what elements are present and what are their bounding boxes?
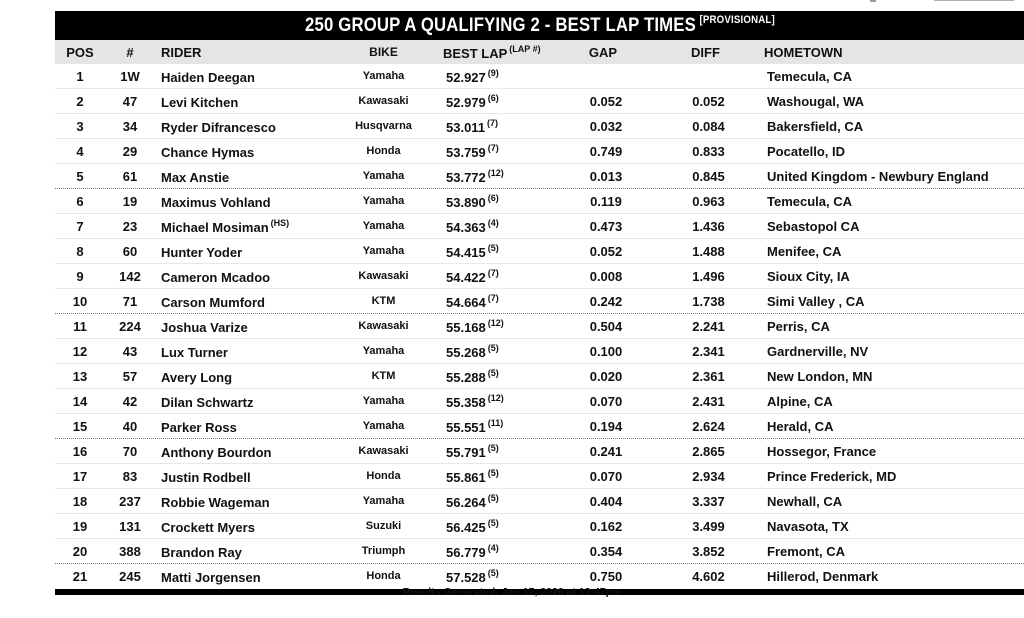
- lap-time: 55.551: [446, 419, 486, 435]
- table-row: [55, 89, 1024, 114]
- cell-best-lap: [431, 93, 556, 110]
- col-bike-header: BIKE: [369, 45, 398, 59]
- rider-name: Robbie Wageman: [161, 494, 270, 510]
- cell-best-lap: [431, 293, 556, 310]
- lap-number: (5): [487, 492, 499, 503]
- table-row: [55, 239, 1024, 264]
- cell-bike: Honda: [366, 145, 401, 157]
- cell-pos: 12: [72, 343, 88, 359]
- cell-number: 61: [122, 168, 138, 184]
- cell-gap: 0.750: [589, 568, 623, 584]
- rider-name: Max Anstie: [161, 169, 230, 185]
- table-row: [55, 539, 1024, 564]
- cell-rider: [155, 343, 336, 360]
- cell-gap: 0.052: [589, 243, 623, 259]
- cell-number: 83: [122, 468, 138, 484]
- cell-pos: 13: [72, 368, 88, 384]
- cell-hometown: Herald, CA: [767, 418, 834, 434]
- lap-number: (5): [487, 517, 499, 528]
- lap-time: 53.890: [446, 194, 486, 210]
- cell-gap: 0.013: [589, 168, 623, 184]
- col-best-lap-header: [431, 44, 553, 61]
- lap-time: 55.268: [446, 344, 486, 360]
- cell-diff: 1.436: [692, 218, 725, 234]
- title-text: 250 GROUP A QUALIFYING 2 - BEST LAP TIMES: [304, 15, 696, 36]
- lap-time: 55.288: [446, 369, 486, 385]
- col-num-header: #: [126, 44, 134, 60]
- cell-rider: [155, 493, 336, 510]
- table-body: [55, 64, 1024, 588]
- cell-diff: 2.865: [692, 443, 725, 459]
- cell-number: 43: [122, 343, 138, 359]
- rider-name: Justin Rodbell: [161, 469, 251, 485]
- cell-best-lap: [431, 68, 556, 85]
- table-row: [55, 214, 1024, 239]
- cell-hometown: Hossegor, France: [767, 443, 877, 459]
- cell-rider: [155, 568, 336, 585]
- cell-gap: 0.404: [589, 493, 623, 509]
- lap-number: (7): [487, 292, 499, 303]
- cell-hometown: Menifee, CA: [767, 243, 842, 259]
- cell-rider: [155, 443, 336, 460]
- cell-bike: Yamaha: [362, 170, 405, 182]
- cell-rider: [155, 243, 336, 260]
- cell-pos: 2: [76, 93, 84, 109]
- cell-gap: 0.100: [589, 343, 623, 359]
- lap-time: 52.927: [446, 69, 486, 85]
- cell-number: 224: [119, 318, 141, 334]
- cell-pos: 6: [76, 193, 84, 209]
- cell-diff: 1.488: [692, 243, 725, 259]
- cell-number: 1W: [120, 68, 140, 84]
- cell-bike: Husqvarna: [355, 120, 412, 132]
- cell-gap: 0.052: [589, 93, 623, 109]
- page-title: [305, 14, 775, 37]
- cell-best-lap: [431, 318, 556, 335]
- table-row: [55, 514, 1024, 539]
- cell-gap: 0.119: [590, 193, 622, 209]
- cell-best-lap: [431, 543, 556, 560]
- table-row: [55, 339, 1024, 364]
- cell-rider: [155, 393, 336, 410]
- cell-diff: 0.084: [692, 118, 725, 134]
- rider-name: Michael Mosiman: [161, 219, 269, 235]
- lap-time: 52.979: [446, 94, 486, 110]
- cell-hometown: United Kingdom - Newbury England: [767, 168, 989, 184]
- cell-gap: 0.020: [589, 368, 623, 384]
- cell-rider: [155, 168, 336, 185]
- table-row: [55, 114, 1024, 139]
- rider-name: Parker Ross: [161, 419, 237, 435]
- cell-bike: Yamaha: [362, 70, 405, 82]
- cell-best-lap: [431, 343, 556, 360]
- cell-best-lap: [431, 268, 556, 285]
- cell-pos: 10: [72, 293, 88, 309]
- lap-time: 56.264: [446, 494, 486, 510]
- cell-hometown: Hillerod, Denmark: [767, 568, 879, 584]
- cell-number: 57: [122, 368, 138, 384]
- cell-gap: 0.504: [589, 318, 623, 334]
- lap-number: (5): [487, 242, 499, 253]
- cell-pos: 16: [72, 443, 88, 459]
- rider-name: Matti Jorgensen: [161, 569, 261, 585]
- cell-gap: 0.032: [589, 118, 623, 134]
- table-row: [55, 164, 1024, 189]
- cell-hometown: Simi Valley , CA: [767, 293, 865, 309]
- cell-hometown: Alpine, CA: [767, 393, 833, 409]
- cell-pos: 11: [73, 318, 87, 334]
- cell-bike: Kawasaki: [358, 445, 409, 457]
- table-header: [55, 40, 1024, 64]
- table-row: [55, 489, 1024, 514]
- provisional-tag: [PROVISIONAL]: [699, 14, 775, 26]
- lap-time: 53.011: [446, 119, 486, 135]
- lap-number: (12): [487, 392, 504, 403]
- cell-number: 131: [119, 518, 141, 534]
- rider-name: Lux Turner: [161, 344, 228, 360]
- table-row: [55, 314, 1024, 339]
- cell-diff: 3.852: [692, 543, 725, 559]
- lap-number: (9): [487, 67, 499, 78]
- table-row: [55, 289, 1024, 314]
- cell-gap: 0.070: [589, 393, 623, 409]
- cell-bike: Yamaha: [362, 420, 405, 432]
- cell-best-lap: [431, 118, 556, 135]
- rider-name: Carson Mumford: [161, 294, 265, 310]
- cell-number: 60: [122, 243, 138, 259]
- cell-number: 388: [119, 543, 141, 559]
- cell-bike: Yamaha: [362, 495, 405, 507]
- cell-rider: [155, 218, 336, 235]
- cell-number: 40: [122, 418, 138, 434]
- lap-time: 55.358: [446, 394, 486, 410]
- table-title-bar: [55, 11, 1024, 40]
- lap-time: 56.425: [446, 519, 486, 535]
- cell-rider: [155, 68, 336, 85]
- cell-rider: [155, 143, 336, 160]
- col-pos-header: POS: [66, 44, 94, 60]
- cell-best-lap: [431, 518, 556, 535]
- cell-bike: Honda: [366, 570, 401, 582]
- cell-number: 142: [119, 268, 141, 284]
- cell-gap: 0.241: [589, 443, 623, 459]
- cell-rider: [155, 193, 336, 210]
- cell-diff: 0.963: [692, 193, 725, 209]
- cell-best-lap: [431, 168, 556, 185]
- cell-bike: KTM: [371, 370, 396, 382]
- cell-best-lap: [431, 243, 556, 260]
- cell-rider: [155, 468, 336, 485]
- lap-number: (12): [487, 317, 504, 328]
- lap-number: (12): [487, 167, 504, 178]
- rider-name: Levi Kitchen: [161, 94, 239, 110]
- cell-diff: 1.738: [692, 293, 725, 309]
- cell-rider: [155, 418, 336, 435]
- lap-number: (6): [487, 192, 499, 203]
- cell-best-lap: [431, 568, 556, 585]
- cropped-logo-mark: [824, 0, 1024, 6]
- cell-pos: 1: [76, 68, 84, 84]
- lap-time: 57.528: [446, 569, 486, 585]
- table-row: [55, 189, 1024, 214]
- rider-name: Dilan Schwartz: [161, 394, 254, 410]
- lap-number: (5): [487, 342, 499, 353]
- cell-rider: [155, 118, 336, 135]
- cell-gap: 0.070: [589, 468, 623, 484]
- cell-pos: 17: [72, 468, 88, 484]
- table-row: [55, 439, 1024, 464]
- lap-time: 55.861: [446, 469, 486, 485]
- cell-rider: [155, 93, 336, 110]
- table-row: [55, 389, 1024, 414]
- lap-number: (5): [487, 367, 499, 378]
- cell-bike: Yamaha: [362, 345, 405, 357]
- cell-bike: Yamaha: [362, 395, 405, 407]
- table-row: [55, 464, 1024, 489]
- cell-rider: [155, 518, 336, 535]
- cell-hometown: Sioux City, IA: [767, 268, 850, 284]
- cell-rider: [155, 368, 336, 385]
- cell-number: 70: [122, 443, 138, 459]
- rider-name: Crockett Myers: [161, 519, 255, 535]
- cell-rider: [155, 268, 336, 285]
- rider-name: Haiden Deegan: [161, 69, 255, 85]
- col-diff-header: DIFF: [691, 44, 720, 60]
- cell-rider: [155, 293, 336, 310]
- cell-best-lap: [431, 443, 556, 460]
- cell-pos: 15: [72, 418, 88, 434]
- lap-time: 55.168: [446, 319, 486, 335]
- cell-best-lap: [431, 218, 556, 235]
- rider-name: Avery Long: [161, 369, 233, 385]
- cell-diff: 0.052: [692, 93, 725, 109]
- cell-gap: 0.749: [589, 143, 623, 159]
- cell-best-lap: [431, 468, 556, 485]
- rider-name: Maximus Vohland: [161, 194, 271, 210]
- lap-number: (7): [487, 267, 499, 278]
- cell-pos: 18: [72, 493, 88, 509]
- lap-number: (5): [487, 442, 499, 453]
- lap-number: (4): [487, 542, 499, 553]
- cell-diff: 1.496: [692, 268, 725, 284]
- cell-gap: 0.194: [589, 418, 623, 434]
- col-gap-header: GAP: [588, 44, 618, 60]
- cell-pos: 20: [72, 543, 88, 559]
- cell-diff: 2.361: [692, 368, 725, 384]
- cell-pos: 14: [72, 393, 88, 409]
- lap-time: 53.772: [446, 169, 486, 185]
- lap-time: 55.791: [446, 444, 486, 460]
- table-row: [55, 364, 1024, 389]
- cell-bike: Kawasaki: [358, 320, 409, 332]
- col-hometown-header: HOMETOWN: [764, 44, 843, 60]
- cell-hometown: Newhall, CA: [767, 493, 843, 509]
- lap-number: (11): [487, 417, 504, 428]
- cell-number: 19: [122, 193, 138, 209]
- cell-hometown: Pocatello, ID: [767, 143, 846, 159]
- lap-time: 54.363: [446, 219, 486, 235]
- results-generated-footer: Results Generated: Jan 17, 2026 at 12:47pm: [402, 586, 622, 598]
- cell-best-lap: [431, 418, 556, 435]
- lap-time: 54.415: [446, 244, 486, 260]
- lap-time: 54.664: [446, 294, 486, 310]
- cell-gap: 0.162: [589, 518, 623, 534]
- lap-number: (4): [487, 217, 499, 228]
- cell-number: 42: [122, 393, 138, 409]
- cell-number: 23: [122, 218, 138, 234]
- lap-number-label: (LAP #): [509, 43, 541, 54]
- cell-diff: 4.602: [692, 568, 725, 584]
- cell-diff: 0.833: [692, 143, 725, 159]
- cell-bike: Triumph: [361, 545, 406, 557]
- cell-bike: Yamaha: [362, 195, 405, 207]
- cell-number: 34: [122, 118, 138, 134]
- cell-diff: 2.241: [692, 318, 725, 334]
- cell-number: 71: [122, 293, 138, 309]
- cell-number: 47: [122, 93, 138, 109]
- rider-name: Hunter Yoder: [161, 244, 243, 260]
- cell-bike: Suzuki: [365, 520, 402, 532]
- rider-name: Cameron Mcadoo: [161, 269, 271, 285]
- cell-bike: Kawasaki: [358, 270, 409, 282]
- rider-name: Chance Hymas: [161, 144, 255, 160]
- cell-bike: Yamaha: [362, 220, 405, 232]
- rider-name: Anthony Bourdon: [161, 444, 272, 460]
- cell-hometown: Navasota, TX: [767, 518, 849, 534]
- lap-number: (7): [487, 142, 499, 153]
- lap-number: (7): [487, 117, 499, 128]
- cell-pos: 3: [76, 118, 84, 134]
- cell-gap: 0.354: [589, 543, 623, 559]
- cell-hometown: Sebastopol CA: [767, 218, 860, 234]
- cell-hometown: Washougal, WA: [767, 93, 865, 109]
- best-lap-label: BEST LAP: [443, 45, 508, 61]
- cell-rider: [155, 543, 336, 560]
- lap-number: (6): [487, 92, 499, 103]
- cell-hometown: Bakersfield, CA: [767, 118, 864, 134]
- cell-hometown: New London, MN: [767, 368, 873, 384]
- cell-best-lap: [431, 143, 556, 160]
- rider-name: Brandon Ray: [161, 544, 242, 560]
- lap-number: (5): [487, 467, 499, 478]
- cell-diff: 3.337: [692, 493, 725, 509]
- cell-gap: 0.242: [589, 293, 623, 309]
- table-row: [55, 564, 1024, 588]
- col-rider-header: RIDER: [161, 44, 202, 60]
- cell-gap: 0.008: [589, 268, 623, 284]
- lap-time: 54.422: [446, 269, 486, 285]
- cell-diff: 2.431: [692, 393, 725, 409]
- cell-diff: 0.845: [692, 168, 725, 184]
- cell-bike: Kawasaki: [358, 95, 409, 107]
- cell-bike: Yamaha: [362, 245, 405, 257]
- table-row: [55, 414, 1024, 439]
- cell-pos: 8: [76, 243, 84, 259]
- cell-number: 245: [119, 568, 141, 584]
- table-row: [55, 264, 1024, 289]
- cell-best-lap: [431, 493, 556, 510]
- cell-bike: Honda: [366, 470, 401, 482]
- cell-pos: 9: [76, 268, 84, 284]
- cell-hometown: Gardnerville, NV: [767, 343, 869, 359]
- cell-pos: 21: [72, 568, 88, 584]
- lap-time: 53.759: [446, 144, 486, 160]
- cell-diff: 3.499: [692, 518, 725, 534]
- cell-hometown: Prince Frederick, MD: [767, 468, 897, 484]
- cell-hometown: Temecula, CA: [767, 193, 853, 209]
- cell-pos: 19: [72, 518, 88, 534]
- cell-pos: 5: [76, 168, 84, 184]
- rider-name: Ryder Difrancesco: [161, 119, 276, 135]
- cell-diff: 2.624: [692, 418, 725, 434]
- table-row: [55, 64, 1024, 89]
- cell-best-lap: [431, 193, 556, 210]
- cell-best-lap: [431, 393, 556, 410]
- cell-diff: 2.341: [692, 343, 725, 359]
- cell-pos: 7: [76, 218, 84, 234]
- rider-name: Joshua Varize: [161, 319, 248, 335]
- cell-number: 29: [122, 143, 138, 159]
- cell-pos: 4: [76, 143, 84, 159]
- table-row: [55, 139, 1024, 164]
- cell-diff: 2.934: [692, 468, 725, 484]
- lap-time: 56.779: [446, 544, 486, 560]
- cell-number: 237: [119, 493, 141, 509]
- cell-bike: KTM: [371, 295, 396, 307]
- cell-best-lap: [431, 368, 556, 385]
- cell-hometown: Fremont, CA: [767, 543, 845, 559]
- lap-number: (5): [487, 567, 499, 578]
- rider-tag: (HS): [270, 217, 290, 228]
- results-table: [55, 11, 1024, 595]
- cell-rider: [155, 318, 336, 335]
- cell-hometown: Perris, CA: [767, 318, 830, 334]
- cell-hometown: Temecula, CA: [767, 68, 853, 84]
- cell-gap: 0.473: [589, 218, 623, 234]
